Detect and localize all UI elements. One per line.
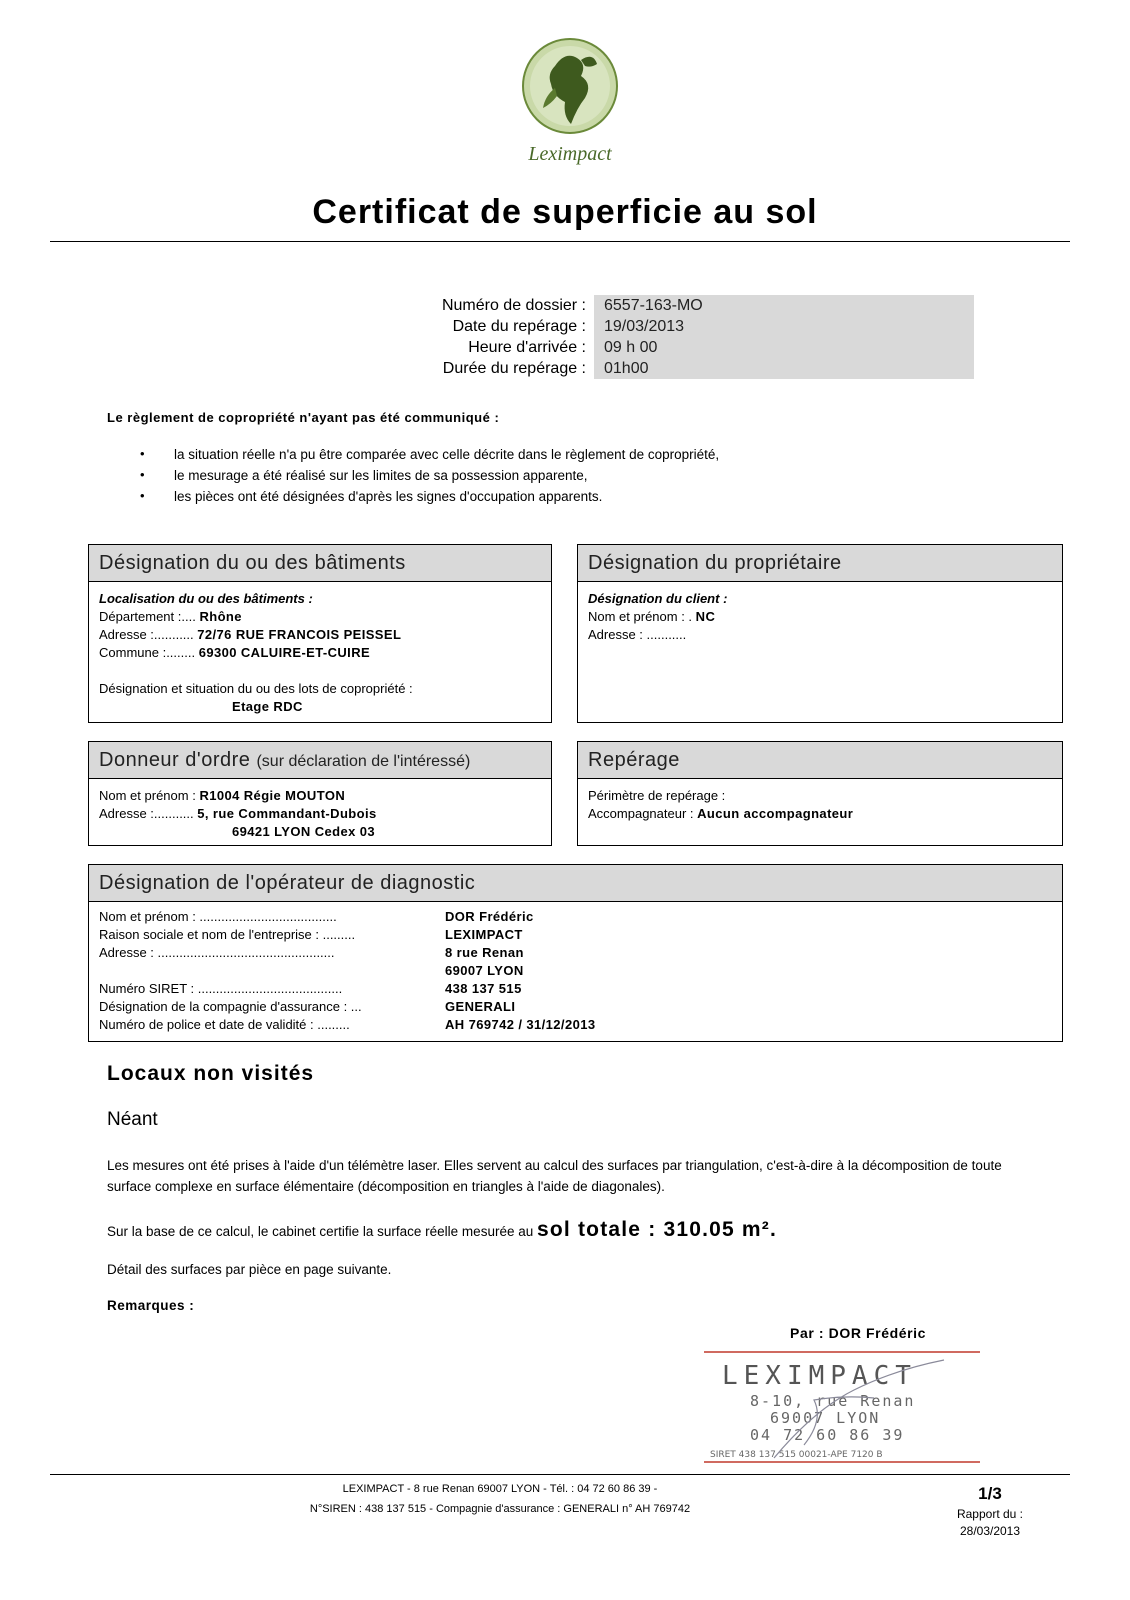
owner-name-row (588, 608, 1052, 626)
page-title: Certificat de superficie au sol (312, 193, 818, 231)
accomp-value: Aucun accompagnateur (697, 806, 854, 821)
stamp-line3: 69007 LYON (770, 1409, 881, 1427)
operator-label: Désignation de la compagnie d'assurance : ... (99, 999, 362, 1014)
adresse-row (99, 626, 541, 644)
accomp-label: Accompagnateur : (588, 806, 694, 821)
operator-value: 438 137 515 (445, 981, 522, 996)
copro-bullets (140, 447, 719, 510)
operator-row (99, 908, 1052, 926)
donneur-header: Donneur d'ordre (99, 749, 251, 771)
box-header (89, 742, 551, 779)
donneur-address-line1: 5, rue Commandant-Dubois (197, 806, 377, 821)
report-date-label: Rapport du : (956, 1507, 1024, 1521)
dossier-info (340, 295, 974, 379)
locaux-value: Néant (107, 1109, 158, 1130)
stamp-line1: LEXIMPACT (722, 1361, 917, 1391)
operator-label (99, 962, 445, 980)
client-label: Désignation du client : (588, 591, 728, 606)
buildings-box (88, 544, 552, 723)
box-body (89, 779, 551, 841)
operator-value: DOR Frédéric (445, 909, 534, 924)
logo-emblem-icon (515, 36, 625, 141)
footer-line2: N°SIREN : 438 137 515 - Compagnie d'assurance : GENERALI n° AH 769742 (309, 1503, 691, 1515)
lots-value-text: Etage RDC (232, 699, 303, 714)
operator-row (99, 1016, 1052, 1034)
info-label: Numéro de dossier : (441, 296, 586, 314)
signature-name: Par : DOR Frédéric (790, 1325, 927, 1341)
stamp-line2: 8-10, rue Renan (750, 1392, 916, 1410)
mesures-paragraph: Les mesures ont été prises à l'aide d'un télémètre laser. Elles servent au calcul des surfaces par triangulation, c'est-à-dire à la décomposition de toute surface complexe en surface élémentaire (décomposition en triangles à l'aide de diagonales). (107, 1158, 1002, 1194)
lots-value (99, 698, 541, 716)
page-number: 1/3 (978, 1484, 1002, 1503)
operator-label: Numéro SIRET : ........................................ (99, 981, 343, 996)
list-item: • le mesurage a été réalisé sur les limites de sa possession apparente, (140, 468, 719, 489)
departement-row (99, 608, 541, 626)
info-label: Durée du repérage : (442, 359, 586, 377)
operator-value: 69007 LYON (445, 963, 524, 978)
operator-row (99, 980, 1052, 998)
operator-row (99, 962, 1052, 980)
client-order-box (88, 741, 552, 846)
box-body (89, 582, 551, 716)
info-row (340, 316, 974, 337)
owner-name-value: NC (695, 609, 716, 624)
title-divider (50, 241, 1070, 242)
operator-value: 8 rue Renan (445, 945, 524, 960)
accomp-row (588, 805, 1052, 823)
box-header: Repérage (578, 742, 1062, 779)
commune-value: 69300 CALUIRE-ET-CUIRE (198, 645, 371, 660)
operator-value: AH 769742 / 31/12/2013 (445, 1017, 596, 1032)
localisation-label: Localisation du ou des bâtiments : (99, 591, 313, 606)
perimetre-label: Périmètre de repérage : (588, 788, 726, 803)
footer-line1: LEXIMPACT - 8 rue Renan 69007 LYON - Tél. : 04 72 60 86 39 - (342, 1483, 658, 1495)
operator-row (99, 998, 1052, 1016)
detail-text: Détail des surfaces par pièce en page suivante. (107, 1262, 392, 1277)
stamp-line4: 04 72 60 86 39 (750, 1426, 905, 1444)
commune-label: Commune :........ (99, 645, 196, 660)
stamp-line5: SIRET 438 137 515 00021-APE 7120 B (710, 1450, 883, 1460)
report-date-value: 28/03/2013 (959, 1524, 1021, 1538)
lots-label: Désignation et situation du ou des lots de copropriété : (99, 681, 413, 696)
owner-name-label: Nom et prénom : . (588, 609, 693, 624)
surface-prefix: Sur la base de ce calcul, le cabinet certifie la surface réelle mesurée au (107, 1224, 534, 1239)
copro-title: Le règlement de copropriété n'ayant pas été communiqué : (107, 410, 500, 425)
surface-statement (107, 1218, 777, 1242)
adresse-value: 72/76 RUE FRANCOIS PEISSEL (197, 627, 402, 642)
operator-row (99, 926, 1052, 944)
operator-value: GENERALI (445, 999, 516, 1014)
operator-label: Adresse : ................................................. (99, 945, 335, 960)
reperage-box (577, 741, 1063, 846)
adresse-label: Adresse :........... (99, 627, 194, 642)
operator-label: Nom et prénom : ...................................... (99, 909, 337, 924)
footer-divider (50, 1474, 1070, 1475)
surface-total: sol totale : 310.05 m². (537, 1218, 778, 1241)
info-row (340, 358, 974, 379)
donneur-address-row (99, 805, 541, 823)
remarques-label: Remarques : (107, 1298, 195, 1313)
stamp-graphic (704, 1350, 980, 1465)
info-value: 09 h 00 (594, 337, 974, 358)
owner-address-label: Adresse : ........... (588, 627, 687, 642)
donneur-name-value: R1004 Régie MOUTON (199, 788, 346, 803)
box-body (578, 582, 1062, 644)
departement-label: Département :.... (99, 609, 196, 624)
donneur-header-note: (sur déclaration de l'intéressé) (256, 753, 471, 770)
operator-label: Raison sociale et nom de l'entreprise : ......... (99, 927, 356, 942)
box-body (89, 902, 1062, 1034)
box-body (578, 779, 1062, 823)
company-stamp (704, 1350, 980, 1465)
commune-row (99, 644, 541, 662)
info-row (340, 337, 974, 358)
box-header: Désignation de l'opérateur de diagnostic (89, 865, 1062, 902)
operator-label: Numéro de police et date de validité : ......... (99, 1017, 350, 1032)
info-value: 01h00 (594, 358, 974, 379)
logo-text: Leximpact (528, 143, 612, 165)
operator-row (99, 944, 1052, 962)
donneur-name-row (99, 787, 541, 805)
box-header: Désignation du propriétaire (578, 545, 1062, 582)
donneur-address-label: Adresse :........... (99, 806, 194, 821)
list-item: • la situation réelle n'a pu être comparée avec celle décrite dans le règlement de copropriété, (140, 447, 719, 468)
locaux-title: Locaux non visités (107, 1062, 315, 1085)
donneur-name-label: Nom et prénom : (99, 788, 196, 803)
donneur-address-line2: 69421 LYON Cedex 03 (232, 824, 375, 839)
list-item: • les pièces ont été désignées d'après les signes d'occupation apparents. (140, 489, 719, 510)
info-label: Date du repérage : (452, 317, 586, 335)
donneur-address-line2-row (99, 823, 541, 841)
departement-value: Rhône (199, 609, 242, 624)
info-row (340, 295, 974, 316)
info-value: 6557-163-MO (594, 295, 974, 316)
operator-value: LEXIMPACT (445, 927, 523, 942)
report-date-block (940, 1506, 1040, 1540)
box-header: Désignation du ou des bâtiments (89, 545, 551, 582)
info-label: Heure d'arrivée : (468, 338, 586, 356)
owner-box (577, 544, 1063, 723)
info-value: 19/03/2013 (594, 316, 974, 337)
operator-box (88, 864, 1063, 1042)
company-logo (480, 36, 660, 176)
